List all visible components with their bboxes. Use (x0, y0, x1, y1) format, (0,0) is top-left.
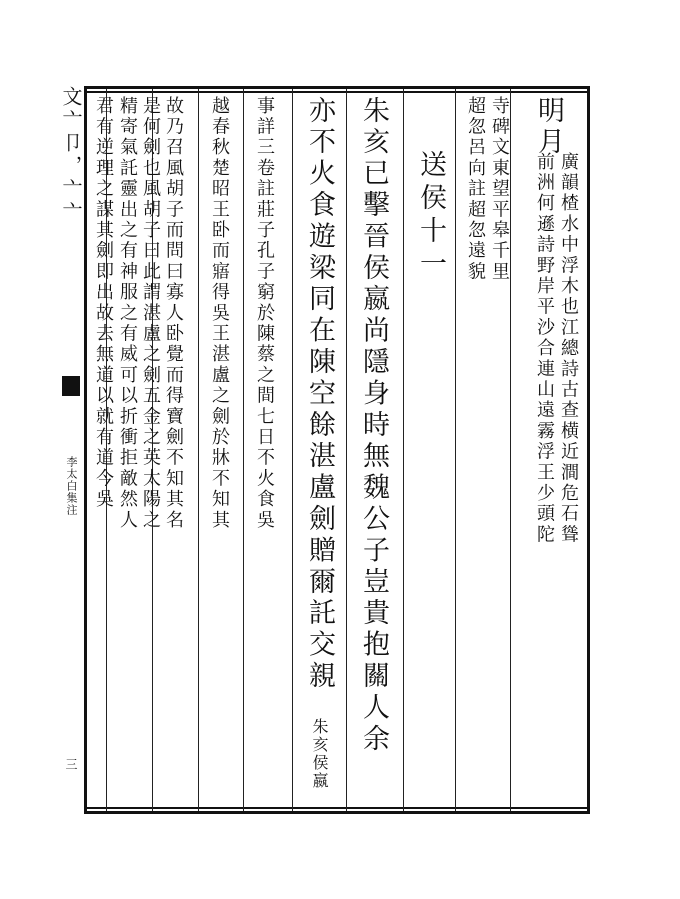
text-column-5: 超忽呂向註超忽遠貌 (465, 96, 486, 283)
text-column-2: 廣韻楂水中浮木也江總詩古查横近澗危石聳 (558, 152, 579, 546)
text-column-9: 事詳三卷註莊子孔子窮於陳蔡之間七日不火食吳 (254, 96, 275, 531)
spine-block (62, 376, 80, 396)
bottom-rule (84, 807, 590, 809)
column-separator (198, 89, 199, 811)
text-column-3: 前洲何遜詩野岸平沙合連山遠霧浮王少頭陀 (534, 152, 555, 546)
text-column-7: 朱亥已擊晉侯嬴尚隱身時無魏公子豈貴抱關人余 (358, 96, 389, 756)
text-column-13: 精寄氣託靈出之有神服之有威可以折衝拒敵然人 (117, 96, 138, 531)
text-column-11: 故乃召風胡子而問曰寡人卧覺而得寶劍不知其名 (163, 96, 184, 531)
text-column-1: 明月 (533, 96, 564, 159)
column-separator (455, 89, 456, 811)
annotation-note: 朱亥侯嬴 (310, 718, 329, 790)
folio-number: 三 (64, 758, 78, 770)
text-column-14: 君有逆理之謀其劍即出故去無道以就有道今吳 (93, 96, 114, 510)
text-column-4: 寺碑文東望平皋千里 (489, 96, 510, 283)
poem-title: 送侯十一 (415, 150, 446, 282)
column-separator (243, 89, 244, 811)
text-column-12: 是何劍也風胡子曰此謂湛盧之劍五金之英太陽之 (140, 96, 161, 531)
spine (58, 86, 84, 814)
text-column-10: 越春秋楚昭王卧而寤得吳王湛盧之劍於牀不知其 (209, 96, 230, 531)
text-column-8: 亦不火食遊梁同在陳空餘湛盧劍贈爾託交親 (304, 96, 335, 693)
column-separator (292, 89, 293, 811)
column-separator (346, 89, 347, 811)
top-rule (84, 91, 590, 93)
column-separator (510, 89, 511, 811)
spine-marks: 文亠卩，亠亠 (59, 86, 83, 224)
spine-label: 李太白集注 (65, 456, 78, 516)
column-separator (403, 89, 404, 811)
